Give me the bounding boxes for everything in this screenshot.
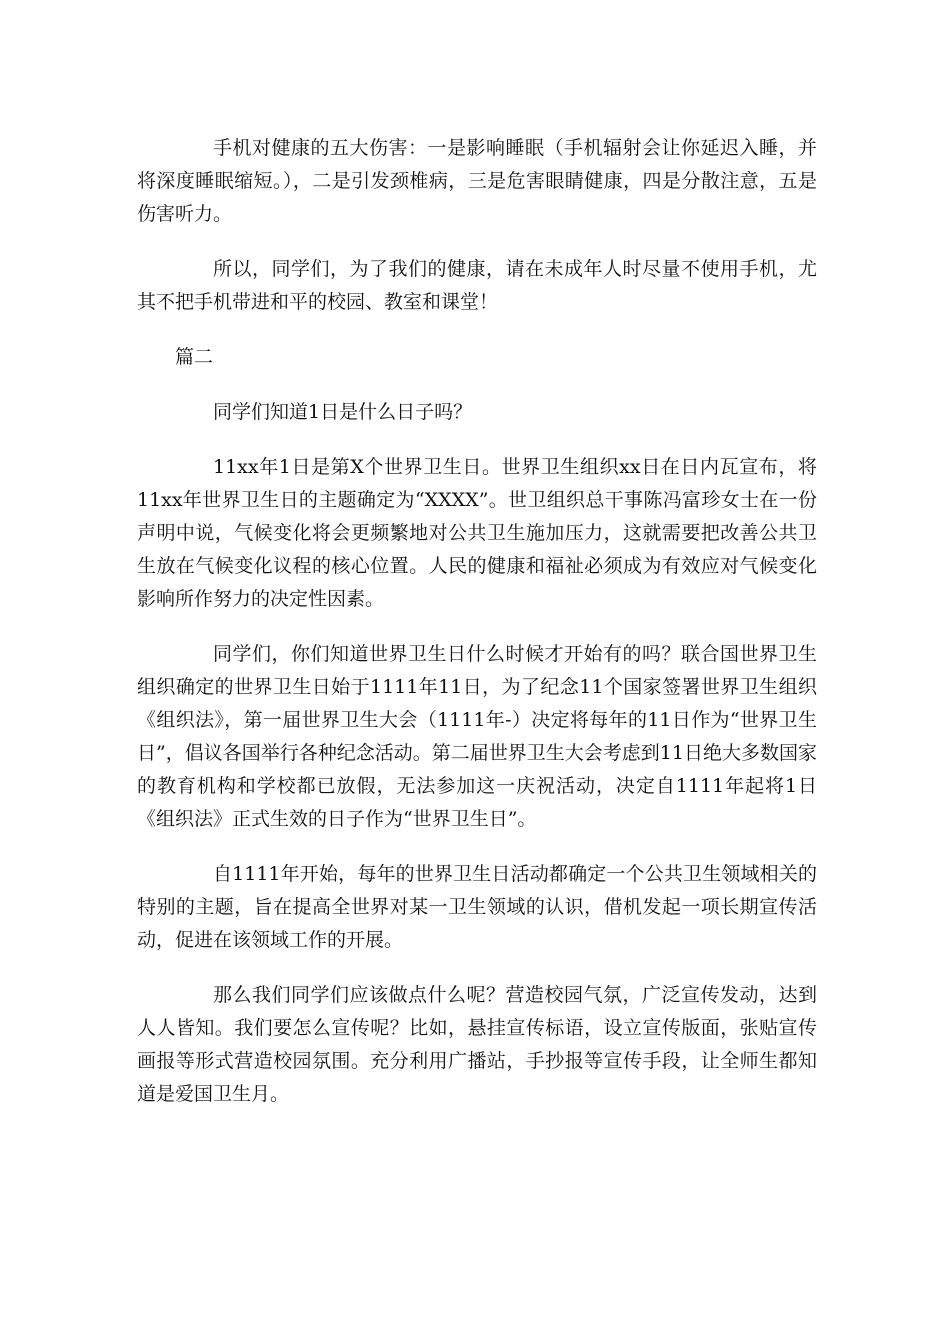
paragraph-history: 同学们，你们知道世界卫生日什么时候才开始有的吗？联合国世界卫生组织确定的世界卫生日始于1111年11日，为了纪念11个国家签署世界卫生组织《组织法》，第一届世界卫生大会（1111年-）决定将每年的11日作为“世界卫生日”，倡议各国举行各种纪念活动。第二届世界卫生大会考虑到11日绝大多数国家的教育机构和学校都已放假，无法参加这一庆祝活动，决定自1111年起将1日《组织法》正式生效的日子作为“世界卫生日”。	[137, 643, 817, 830]
document-body	[137, 132, 817, 1133]
paragraph-themes: 自1111年开始，每年的世界卫生日活动都确定一个公共卫生领域相关的特别的主题，旨在提高全世界对某一卫生领域的认识，借机发起一项长期宣传活动，促进在该领域工作的开展。	[137, 863, 817, 951]
paragraph-health-harms: 手机对健康的五大伤害：一是影响睡眠（手机辐射会让你延迟入睡，并将深度睡眠缩短。），二是引发颈椎病，三是危害眼睛健康，四是分散注意，五是伤害听力。	[137, 137, 817, 225]
section-heading: 篇二	[175, 346, 214, 368]
paragraph-actions: 那么我们同学们应该做点什么呢？营造校园气氛，广泛宣传发动，达到人人皆知。我们要怎么宣传呢？比如，悬挂宣传标语，设立宣传版面，张贴宣传画报等形式营造校园氛围。充分利用广播站，手抄报等宣传手段，让全师生都知道是爱国卫生月。	[137, 984, 817, 1105]
paragraph-conclusion: 所以，同学们，为了我们的健康，请在未成年人时尽量不使用手机，尤其不把手机带进和平的校园、教室和课堂！	[137, 258, 817, 313]
paragraph-question: 同学们知道1日是什么日子吗？	[213, 401, 473, 423]
paragraph-world-health-day: 11xx年1日是第X个世界卫生日。世界卫生组织xx日在日内瓦宣布，将11xx年世界卫生日的主题确定为“XXXX”。世卫组织总干事陈冯富珍女士在一份声明中说，气候变化将会更频繁地对公共卫生施加压力，这就需要把改善公共卫生放在气候变化议程的核心位置。人民的健康和福祉必须成为有效应对气候变化影响所作努力的决定性因素。	[137, 456, 817, 610]
